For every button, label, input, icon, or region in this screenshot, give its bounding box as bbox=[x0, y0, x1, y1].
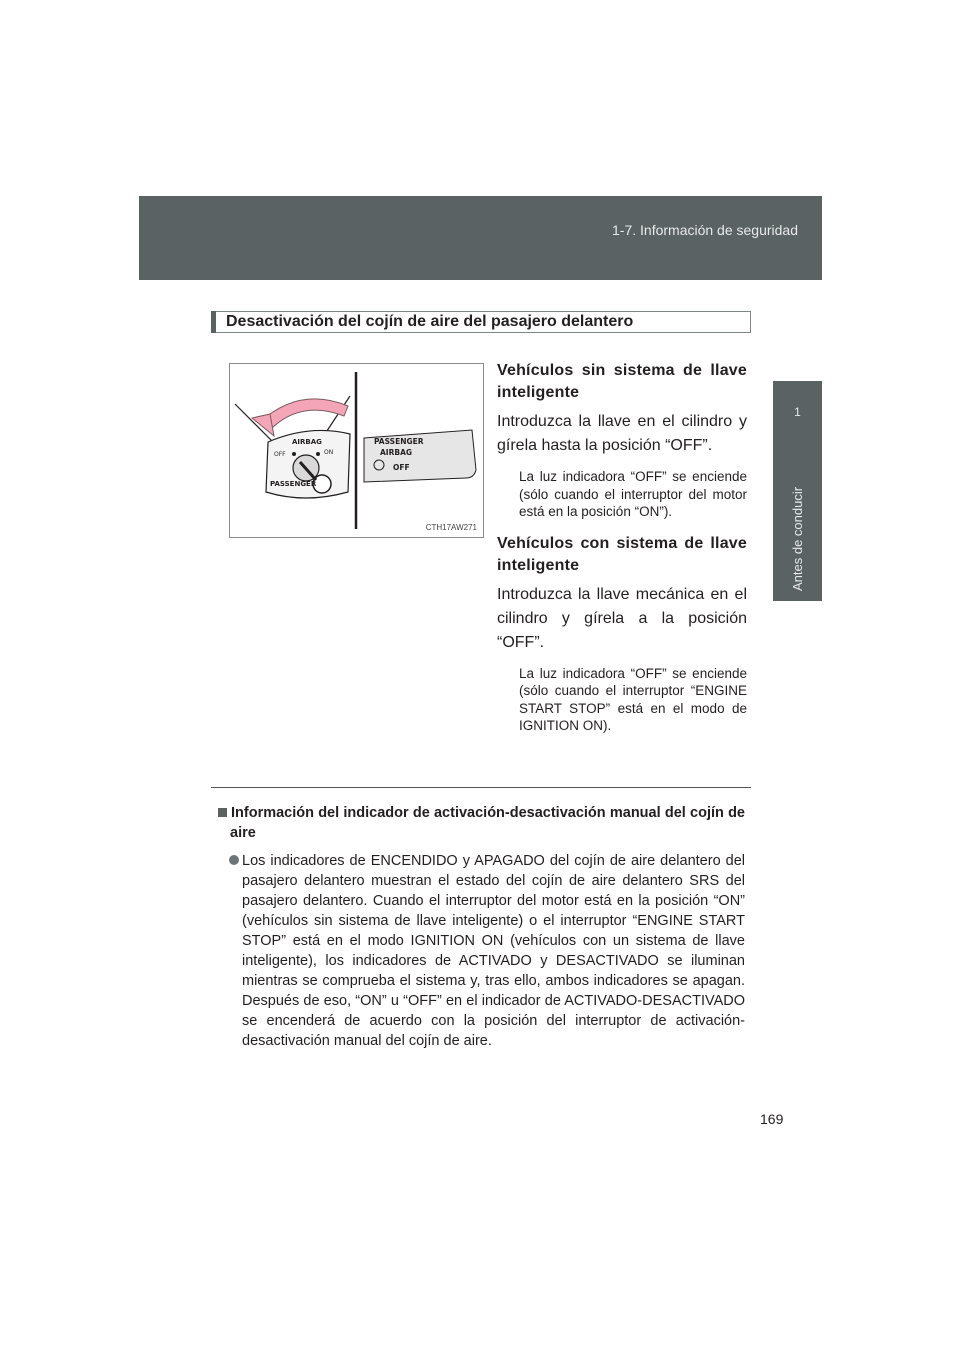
indicator-label-line2: AIRBAG bbox=[380, 448, 413, 457]
circle-bullet-icon bbox=[229, 855, 239, 865]
procedure-instruction-1: Introduzca la llave en el cilindro y gírela hasta la posición “OFF”. bbox=[497, 413, 747, 454]
info-paragraph bbox=[230, 851, 745, 1051]
airbag-switch-illustration bbox=[230, 364, 483, 537]
section-breadcrumb: 1-7. Información de seguridad bbox=[612, 222, 798, 238]
chapter-number: 1 bbox=[794, 405, 801, 419]
page-number: 169 bbox=[760, 1111, 784, 1127]
header-band bbox=[139, 196, 822, 280]
section-divider bbox=[211, 787, 751, 788]
info-paragraph-text: Los indicadores de ENCENDIDO y APAGADO del cojín de aire delantero del pasajero delantero muestran el estado del cojín de aire delantero SRS del pasajero delantero. Cuando el interruptor del motor está en la posición “ON” (vehículos sin sistema de llave inteligente) o el interruptor “ENGINE START STOP” está en el modo IGNITION ON (vehículos con un sistema de llave inteligente), los indicadores de ACTIVADO y DESACTIVADO se iluminan mientras se comprueba el sistema y, tras ello, ambos indicadores se apagan. Después de eso, “ON” u “OFF” en el indicador de ACTIVADO-DESACTIVADO se encenderá de acuerdo con la posición del interruptor de activación-desactivación manual del cojín de aire. bbox=[242, 853, 745, 1049]
switch-label-off: OFF bbox=[274, 451, 286, 458]
info-title-text: Información del indicador de activación-desactivación manual del cojín de aire bbox=[230, 805, 745, 841]
procedure-heading-2: Vehículos con sistema de llave inteligente bbox=[497, 534, 747, 574]
indicator-label-line1: PASSENGER bbox=[374, 437, 424, 446]
info-title bbox=[218, 803, 745, 843]
procedure-instruction-2: Introduzca la llave mecánica en el cilindro y gírela a la posición “OFF”. bbox=[497, 585, 747, 651]
procedure-heading-1: Vehículos sin sistema de llave inteligente bbox=[497, 362, 747, 401]
procedure-note-2: La luz indicadora “OFF” se enciende (sólo cuando el interruptor “ENGINE START STOP” está en el modo de IGNITION ON). bbox=[519, 665, 747, 733]
procedure-column bbox=[497, 360, 747, 735]
info-block bbox=[211, 803, 745, 1051]
square-bullet-icon bbox=[218, 808, 227, 817]
airbag-switch-figure bbox=[229, 363, 484, 538]
section-title-bar bbox=[211, 311, 751, 333]
section-title: Desactivación del cojín de aire del pasajero delantero bbox=[226, 313, 634, 330]
chapter-title-tab bbox=[773, 451, 822, 601]
figure-code: CTH17AW271 bbox=[425, 523, 477, 532]
switch-label-on: ON bbox=[324, 449, 334, 456]
procedure-note-1: La luz indicadora “OFF” se enciende (sólo cuando el interruptor del motor está en la posición “ON”). bbox=[519, 469, 747, 519]
chapter-title: Antes de conducir bbox=[790, 486, 805, 591]
switch-label-bottom: PASSENGER bbox=[270, 480, 317, 488]
indicator-label-state: OFF bbox=[393, 463, 410, 472]
switch-label-top: AIRBAG bbox=[292, 438, 322, 446]
